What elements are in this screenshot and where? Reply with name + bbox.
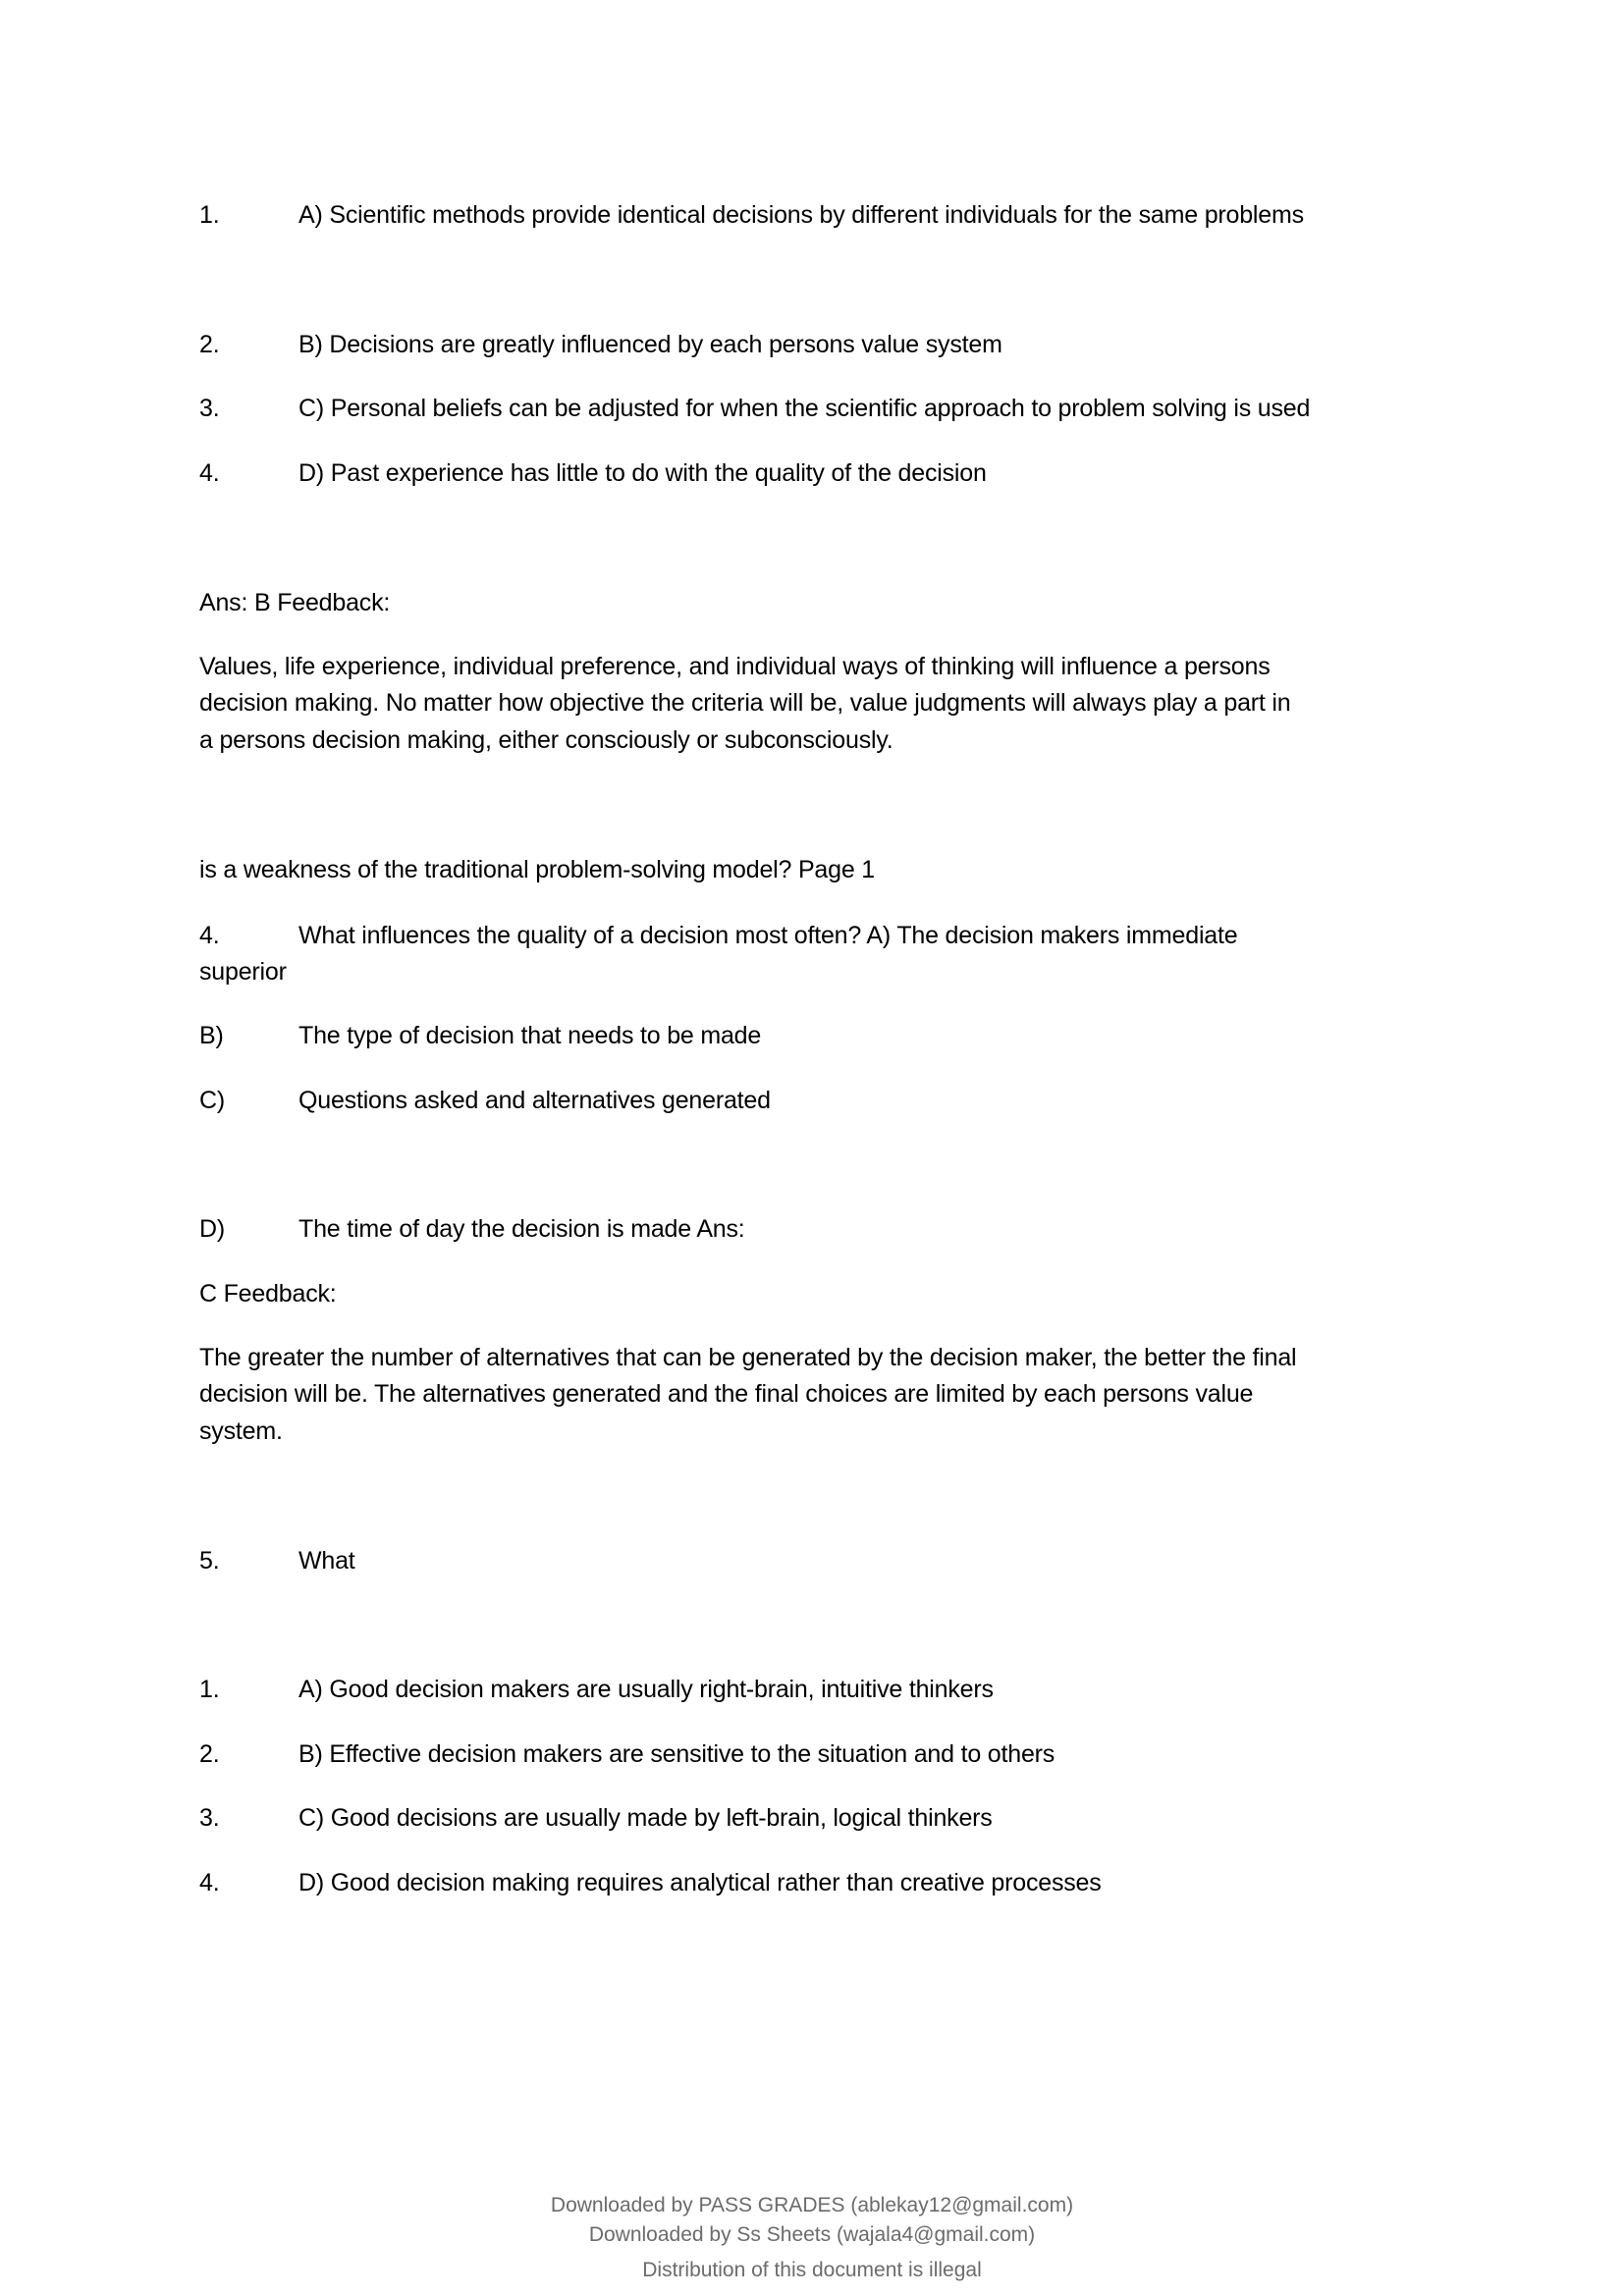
option-text: C) Personal beliefs can be adjusted for when the scientific approach to problem solving is used (298, 395, 1311, 422)
option-number: 2. (199, 1740, 220, 1768)
question-text: What (298, 1547, 355, 1575)
option-number: 1. (199, 1676, 220, 1703)
option-letter: C) (199, 1087, 225, 1114)
option-line (199, 391, 1310, 428)
feedback-line: decision will be. The alternatives generated and the final choices are limited by each persons value (199, 1380, 1254, 1408)
option-text: A) Good decision makers are usually right-brain, intuitive thinkers (298, 1676, 994, 1703)
feedback-line: system. (199, 1417, 283, 1445)
distribution-notice: Distribution of this document is illegal (642, 2259, 982, 2281)
feedback-line: The greater the number of alternatives that can be generated by the decision maker, the better the final (199, 1344, 1297, 1371)
option-text: D) Past experience has little to do with the quality of the decision (298, 459, 987, 487)
option-line (199, 1211, 745, 1249)
option-letter: D) (199, 1215, 225, 1243)
option-text: A) Scientific methods provide identical decisions by different individuals for the same problems (298, 201, 1304, 229)
option-letter: B) (199, 1022, 224, 1049)
option-line (199, 197, 1304, 235)
option-number: 1. (199, 201, 220, 229)
option-line (199, 327, 1002, 364)
option-text: B) Decisions are greatly influenced by each persons value system (298, 331, 1002, 358)
option-text: D) Good decision making requires analytical rather than creative processes (298, 1869, 1102, 1896)
option-text: The type of decision that needs to be made (298, 1022, 762, 1049)
option-number: 4. (199, 1869, 220, 1896)
option-line (199, 1018, 761, 1055)
feedback-line: Values, life experience, individual preference, and individual ways of thinking will influence a persons (199, 653, 1271, 680)
answer-line: C Feedback: (199, 1280, 337, 1308)
fragment-line: is a weakness of the traditional problem-solving model? Page 1 (199, 856, 875, 883)
answer-line: Ans: B Feedback: (199, 589, 391, 616)
option-text: The time of day the decision is made Ans: (298, 1215, 745, 1243)
feedback-line: a persons decision making, either consciously or subconsciously. (199, 726, 893, 754)
option-line (199, 1800, 993, 1838)
option-number: 3. (199, 1804, 220, 1832)
feedback-line: decision making. No matter how objective the criteria will be, value judgments will always play a part in (199, 689, 1291, 717)
option-text: C) Good decisions are usually made by left-brain, logical thinkers (298, 1804, 993, 1832)
question-4 (199, 918, 1237, 955)
option-line (199, 1672, 994, 1709)
option-line (199, 1736, 1055, 1774)
question-number: 4. (199, 922, 220, 949)
download-watermark-2: Downloaded by Ss Sheets (wajala4@gmail.com) (588, 2223, 1036, 2246)
option-number: 2. (199, 331, 220, 358)
option-text: Questions asked and alternatives generated (298, 1087, 771, 1114)
option-line (199, 1083, 771, 1120)
download-watermark-1: Downloaded by PASS GRADES (ablekay12@gmail.com) (550, 2194, 1074, 2216)
question-number: 5. (199, 1547, 220, 1575)
question-5 (199, 1543, 355, 1580)
option-line (199, 1865, 1102, 1902)
question-text: What influences the quality of a decision most often? A) The decision makers immediate (298, 922, 1238, 949)
option-number: 3. (199, 395, 220, 422)
option-number: 4. (199, 459, 220, 487)
option-text: B) Effective decision makers are sensitive to the situation and to others (298, 1740, 1056, 1768)
question-4-cont: superior (199, 958, 287, 986)
option-line (199, 455, 987, 493)
